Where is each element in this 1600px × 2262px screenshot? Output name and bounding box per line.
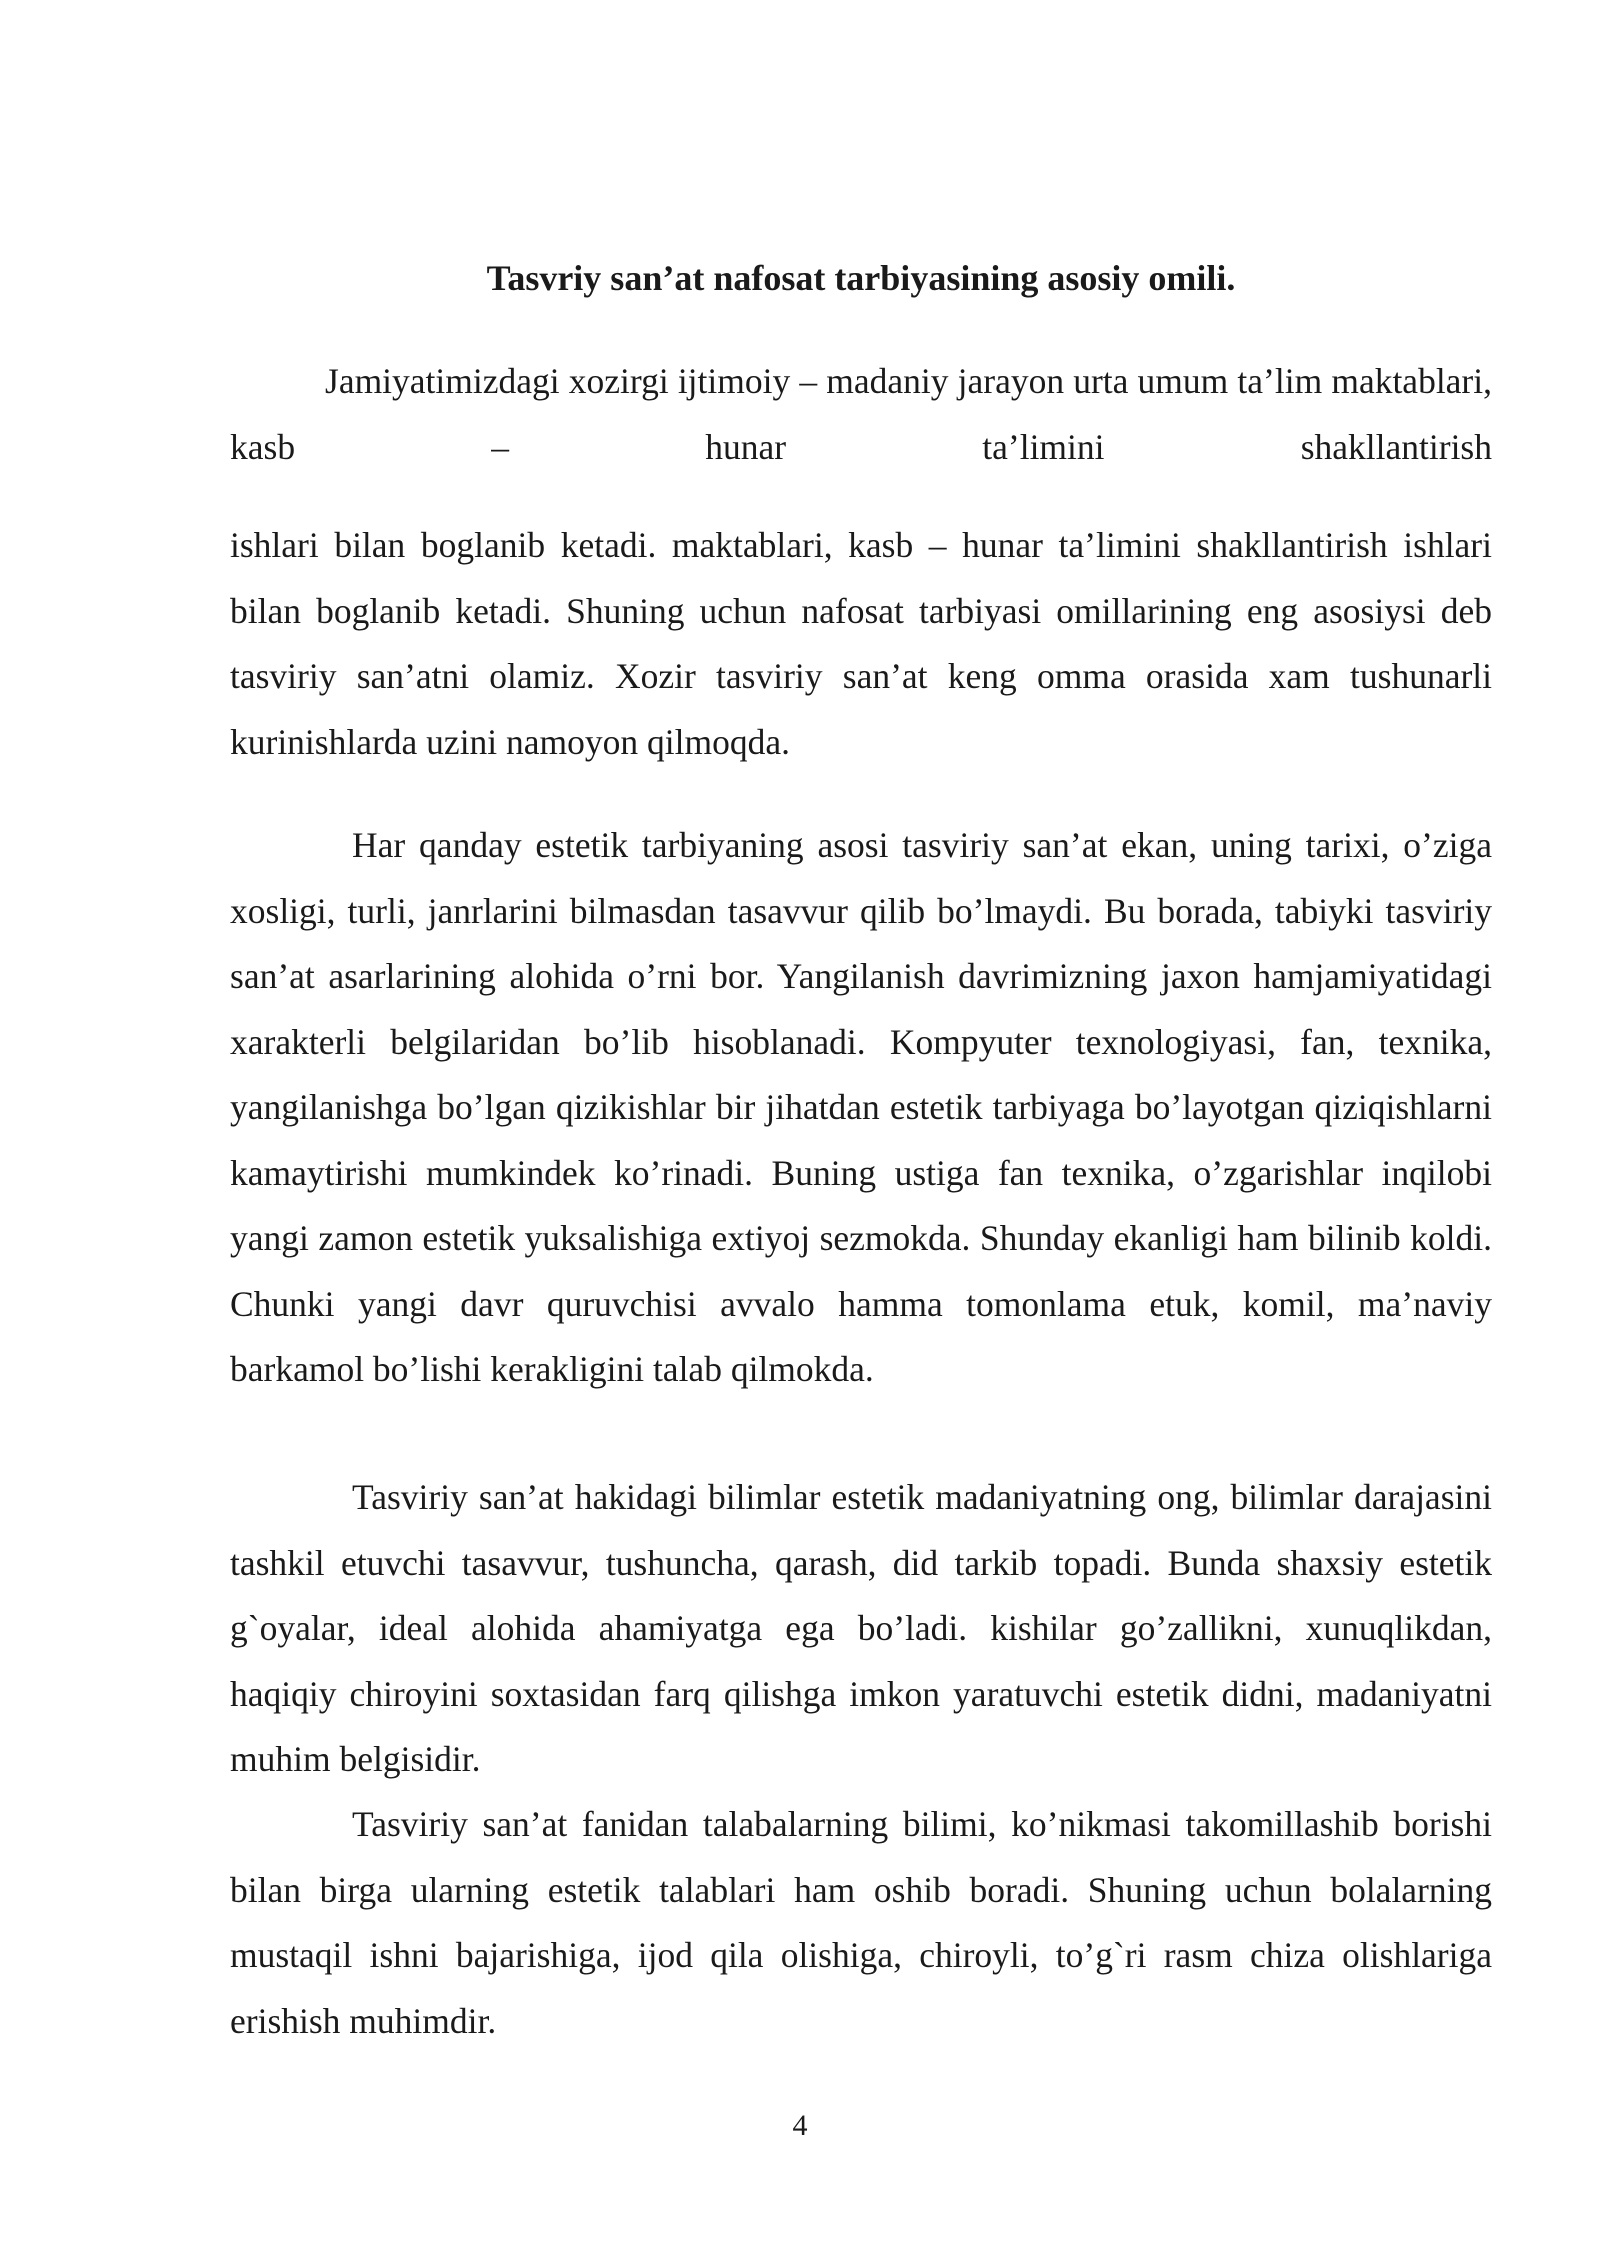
page-number: 4	[792, 2109, 808, 2142]
paragraph-4: Tasviriy san’at hakidagi bilimlar estetik madaniyatning ong, bilimlar darajasini tashkil etuvchi tasavvur, tushuncha, qarash, did tarkib topadi. Bunda shaxsiy estetik g`oyalar, ideal alohida ahamiyatga ega bo’ladi. kishilar go’zallikni, xunuqlikdan, haqiqiy chiroyini soxtasidan farq qilishga imkon yaratuvchi estetik didni, madaniyatni muhim belgisidir.	[230, 1477, 1492, 1779]
paragraph-5: Tasviriy san’at fanidan talabalarning bilimi, ko’nikmasi takomillashib borishi bilan birga ularning estetik talablari ham oshib boradi. Shuning uchun bolalarning mustaqil ishni bajarishiga, ijod qila olishiga, chiroyli, to’g`ri rasm chiza olishlariga erishish muhimdir.	[230, 1804, 1492, 2041]
page-title: Tasvriy san’at nafosat tarbiyasining asosiy omili.	[486, 258, 1236, 298]
paragraph-1: Jamiyatimizdagi xozirgi ijtimoiy – madaniy jarayon urta umum ta’lim maktablari, kasb – hunar ta’limini shakllantirish	[230, 361, 1492, 467]
paragraph-3: Har qanday estetik tarbiyaning asosi tasviriy san’at ekan, uning tarixi, o’ziga xosligi, turli, janrlarini bilmasdan tasavvur qilib bo’lmaydi. Bu borada, tabiyki tasviriy san’at asarlarining alohida o’rni bor. Yangilanish davrimizning jaxon hamjamiyatidagi xarakterli belgilaridan bo’lib hisoblanadi. Kompyuter texnologiyasi, fan, texnika, yangilanishga bo’lgan qizikishlar bir jihatdan estetik tarbiyaga bo’layotgan qiziqishlarni kamaytirishi mumkindek ko’rinadi. Buning ustiga fan texnika, o’zgarishlar inqilobi yangi zamon estetik yuksalishiga extiyoj sezmokda. Shunday ekanligi ham bilinib koldi. Chunki yangi davr quruvchisi avvalo hamma tomonlama etuk, komil, ma’naviy barkamol bo’lishi kerakligini talab qilmokda.	[230, 825, 1492, 1389]
paragraph-2: ishlari bilan boglanib ketadi. maktablari, kasb – hunar ta’limini shakllantirish ishlari bilan boglanib ketadi. Shuning uchun nafosat tarbiyasi omillarining eng asosiysi deb tasviriy san’atni olamiz. Xozir tasviriy san’at keng omma orasida xam tushunarli kurinishlarda uzini namoyon qilmoqda.	[230, 525, 1492, 762]
